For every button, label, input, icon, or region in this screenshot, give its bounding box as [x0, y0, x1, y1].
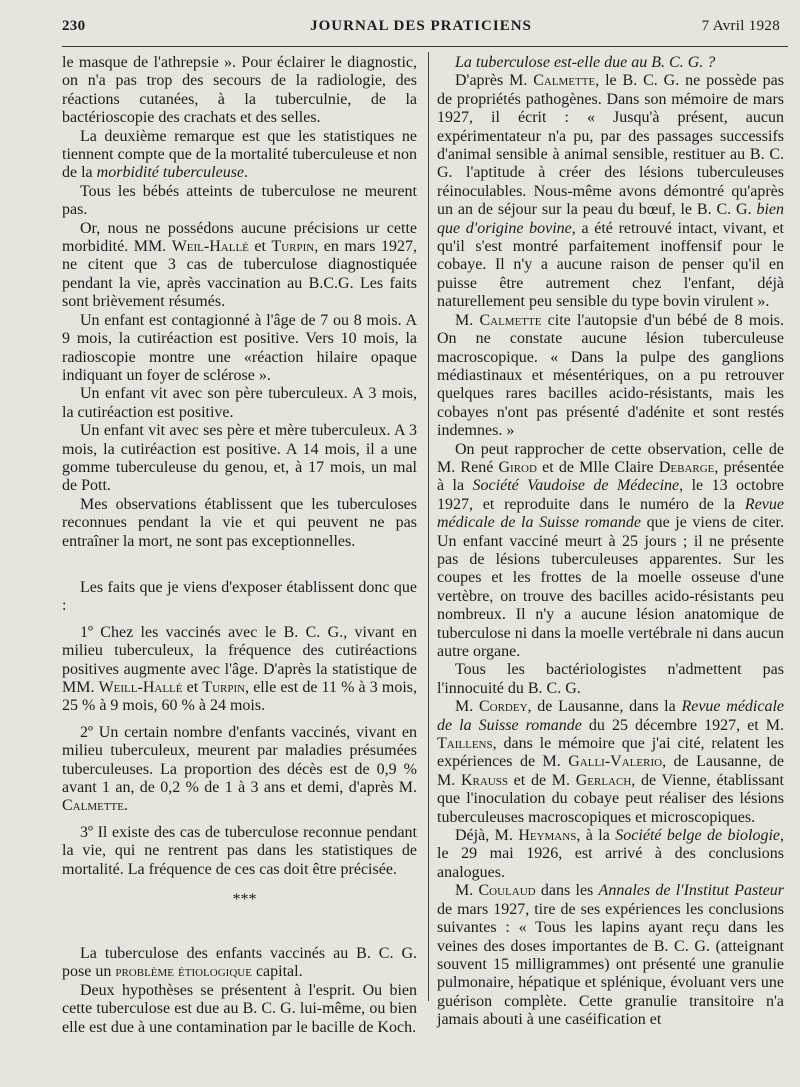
journal-name: Annales de l'Institut Pasteur — [598, 882, 784, 900]
emphasis: bien que d'origine bovine — [437, 201, 784, 237]
author-name: Calmette — [479, 311, 542, 329]
journal-title: JOURNAL DES PRATICIENS — [310, 18, 532, 34]
journal-name: Revue médicale de la Suisse romande — [437, 698, 785, 734]
author-name: Cordey — [478, 698, 528, 716]
author-name: Krauss — [460, 771, 508, 789]
list-item: 1º Chez les vaccinés avec le B. C. G., vivant en milieu tuberculeux, la fréquence des cutiréactions positives augmente avec l'âge. D'après la statistique de MM. Weill-Hallé et Turpin, elle est de 11 % à 3 mois, 25 % à 9 mois, 60 % à 24 mois. — [62, 623, 417, 715]
paragraph: Un enfant vit avec son père tuberculeux. A 3 mois, la cutiréaction est positive. — [62, 385, 417, 421]
emphasis: problème étiologique — [115, 963, 252, 981]
author-name: Girod — [498, 458, 537, 476]
author-name: Calmette — [533, 72, 596, 90]
left-column — [62, 54, 417, 1037]
section-separator: *** — [232, 891, 257, 909]
author-name: Gerlach — [575, 771, 632, 789]
column-divider — [428, 52, 429, 1001]
issue-date: 7 Avril 1928 — [701, 18, 780, 34]
author-name: Coulaud — [478, 882, 536, 900]
author-name: Calmette — [62, 797, 124, 815]
journal-name: Revue médicale de la Suisse romande — [437, 495, 784, 532]
page-header — [62, 18, 780, 44]
author-name: Debarge — [658, 458, 715, 476]
paragraph: Mes observations établissent que les tuberculoses reconnues pendant la vie et qui peuvent ne pas entraîner la mort, ne sont pas exceptionnelles. — [62, 495, 417, 550]
list-item: 3º Il existe des cas de tuberculose reconnue pendant la vie, qui ne rentrent pas dans les statistiques de mortalité. La fréquence de ces cas doit être précisée. — [62, 823, 417, 878]
right-column — [437, 54, 784, 1030]
paragraph: La deuxième remarque est que les statistiques ne tiennent compte que de la mortalité tuberculeuse et non de la morbidité tuberculeuse. — [62, 127, 417, 182]
page-number: 230 — [62, 18, 86, 34]
author-name: Heymans — [518, 827, 577, 845]
header-rule — [62, 46, 788, 47]
paragraph: M. Calmette cite l'autopsie d'un bébé de 8 mois. On ne constate aucune lésion tuberculeuse macroscopique. « Dans la pulpe des ganglions médiastinaux et mésentériques, on a pu retrouver quelques rares bacilles acido-résistants, mais les cobayes n'ont pas présenté d'adénite et sont restés indemnes. » — [437, 311, 785, 440]
paragraph: Les faits que je viens d'exposer établissent donc que : — [62, 578, 417, 615]
paragraph: On peut rapprocher de cette observation, celle de M. René Girod et de Mlle Claire Debarge, présentée à la Société Vaudoise de Médecine, le 13 octobre 1927, et reproduite dans le numéro de la Revue médicale de la Suisse romande que je viens de citer. Un enfant vacciné meurt à 25 jours ; il ne présente pas de lésions tuberculeuses apparentes. Sur les coupes et les frottes de la moelle osseuse d'une vertèbre, on trouve des bacilles acido-résistants peu nombreux. Il n'y a aucune lésion anatomique de tuberculose ni dans la moelle vertébrale ni dans aucun autre organe. — [437, 440, 784, 660]
emphasis: morbidité tuberculeuse — [96, 164, 245, 182]
paragraph: Un enfant vit avec ses père et mère tuberculeux. A 3 mois, la cutiréaction est positive. A 14 mois, il a une gomme tuberculeuse du genou, et, à 17 mois, un mal de Pott. — [62, 422, 417, 495]
author-name: Taillens — [437, 735, 493, 753]
paragraph: Un enfant est contagionné à l'âge de 7 ou 8 mois. A 9 mois, la cutiréaction est positive. Vers 10 mois, la radioscopie montre une «réaction hilaire opaque indiquant un foyer de sclérose ». — [62, 311, 417, 384]
paragraph: le masque de l'athrepsie ». Pour éclairer le diagnostic, on n'a pas trop des secours de la radiologie, des réactions cutanées, à la tuberculnie, de la bactérioscopie des crachats et des selles. — [62, 54, 417, 127]
author-name: Weil-Hallé — [171, 238, 249, 256]
paragraph: Or, nous ne possédons aucune précisions ur cette morbidité. MM. Weil-Hallé et Turpin, en mars 1927, ne citent que 3 cas de tuberculose diagnostiquée pendant la vie, après vaccination au B.C.G. Les faits sont brièvement résumés. — [62, 219, 417, 311]
author-name: Turpin — [202, 679, 246, 696]
section-title: La tuberculose est-elle due au B. C. G. ? — [455, 54, 716, 71]
paragraph: Tous les bébés atteints de tuberculose ne meurent pas. — [62, 182, 417, 219]
paragraph: Deux hypothèses se présentent à l'esprit. Ou bien cette tuberculose est due au B. C. G. lui-même, ou bien elle est due à une contamination par le bacille de Koch. — [62, 981, 417, 1036]
author-name: Galli-Valerio — [568, 753, 663, 771]
paragraph: M. Cordey, de Lausanne, dans la Revue médicale de la Suisse romande du 25 décembre 1927, et M. Taillens, dans le mémoire que j'ai cité, relatent les expériences de M. Galli-Valerio, de Lausanne, de M. Krauss et de M. Gerlach, de Vienne, établissant que l'inoculation du cobaye peut réaliser des lésions tuberculeuses macroscopiques et microscopiques. — [437, 698, 785, 826]
paragraph: M. Coulaud dans les Annales de l'Institut Pasteur de mars 1927, tire de ses expériences les conclusions suivantes : « Tous les lapins ayant reçu dans les veines des doses importantes de B. C. G. (atteignant souvent 15 milligrammes) ont présenté une granulie pulmonaire, hépatique et splénique, évoluant vers une guérison complète. Cette granulie transitoire n'a jamais abouti à une caséification et — [437, 882, 784, 1029]
list-item: 2º Un certain nombre d'enfants vaccinés, vivant en milieu tuberculeux, meurent par maladies présumées tuberculeuses. La proportion des décès est de 0,9 % avant 1 an, de 0,2 % de 1 à 3 ans et demi, d'après M. Calmette. — [62, 723, 417, 815]
paragraph: Tous les bactériologistes n'admettent pas l'innocuité du B. C. G. — [437, 661, 784, 697]
journal-name: Société Vaudoise de Médecine — [472, 477, 680, 495]
paragraph: La tuberculose des enfants vaccinés au B. C. G. pose un problème étiologique capital. — [62, 945, 417, 981]
author-name: Weill-Hallé — [98, 679, 183, 696]
author-name: Turpin — [271, 238, 315, 256]
paragraph: D'après M. Calmette, le B. C. G. ne possède pas de propriétés pathogènes. Dans son mémoire de mars 1927, il écrit : « Jusqu'à présent, aucun expérimentateur n'a pu, par des passages successifs d'animal sensible à animal sensible, restituer au B. C. G. l'aptitude à créer des lésions tuberculeuses réinoculables. Nous-même avons démontré qu'après un an de séjour sur la peau du bœuf, le B. C. G. bien que d'origine bovine, a été retrouvé intact, vivant, et qu'il s'est montré parfaitement inoffensif pour le cobaye. Il n'y a aucune raison de penser qu'il en puisse être autrement chez l'enfant, déjà naturellement peu sensible du type bovin virulent ». — [437, 72, 785, 311]
journal-name: Société belge de biologie — [615, 827, 780, 845]
paragraph: Déjà, M. Heymans, à la Société belge de biologie, le 29 mai 1926, est arrivé à des conclusions analogues. — [437, 827, 784, 881]
